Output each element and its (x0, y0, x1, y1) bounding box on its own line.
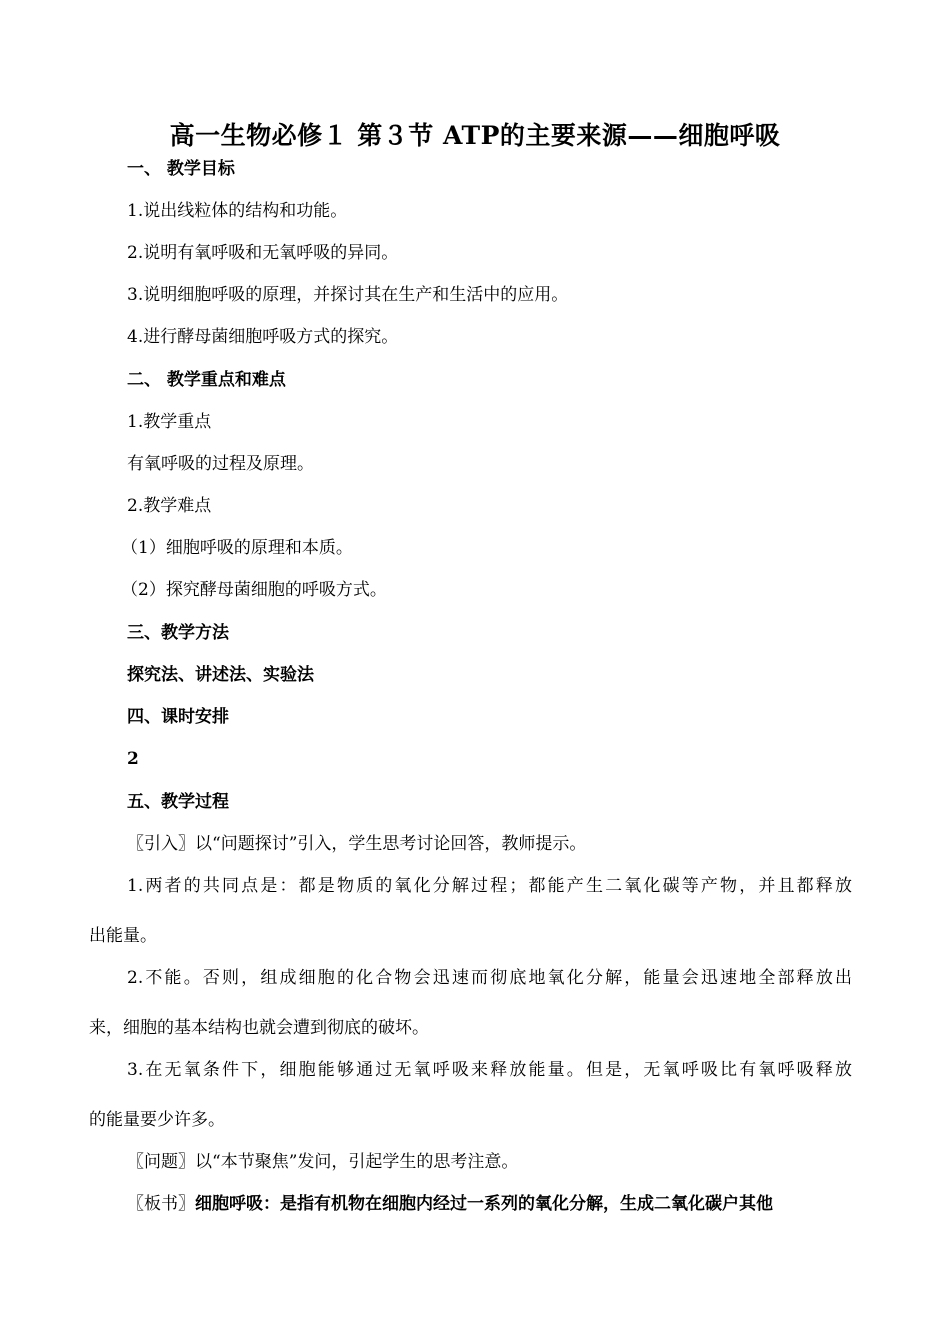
objective-item-3: 3.说明细胞呼吸的原理，并探讨其在生产和生活中的应用。 (127, 285, 569, 305)
difficult-point-label: 2.教学难点 (127, 496, 212, 516)
objective-item-4: 4.进行酵母菌细胞呼吸方式的探究。 (127, 327, 399, 347)
section-4-heading: 四、课时安排 (127, 707, 229, 727)
answer-1-line-1: 1.两者的共同点是：都是物质的氧化分解过程；都能产生二氧化碳等产物，并且都释放 (127, 876, 852, 896)
difficult-point-item-2: （2）探究酵母菌细胞的呼吸方式。 (121, 580, 387, 600)
difficult-point-item-1: （1）细胞呼吸的原理和本质。 (121, 538, 353, 558)
question-paragraph: 〖问题〗以“本节聚焦”发问，引起学生的思考注意。 (127, 1152, 519, 1172)
answer-1-line-2: 出能量。 (89, 926, 157, 946)
document-title: 高一生物必修１ 第３节 ATP的主要来源——细胞呼吸 (169, 121, 781, 150)
board-definition: 细胞呼吸：是指有机物在细胞内经过一系列的氧化分解，生成二氧化碳户其他 (195, 1194, 773, 1214)
answer-2-line-2: 来，细胞的基本结构也就会遭到彻底的破坏。 (89, 1018, 429, 1038)
answer-3-line-2: 的能量要少许多。 (89, 1110, 225, 1130)
class-hours-value: 2 (127, 749, 139, 769)
section-5-heading: 五、教学过程 (127, 792, 229, 812)
section-1-heading: 一、 教学目标 (127, 159, 235, 179)
objective-item-1: 1.说出线粒体的结构和功能。 (127, 201, 348, 221)
board-tag: 〖板书〗 (127, 1194, 195, 1214)
section-2-heading: 二、 教学重点和难点 (127, 370, 286, 390)
key-point-text: 有氧呼吸的过程及原理。 (127, 454, 314, 474)
teaching-methods-text: 探究法、讲述法、实验法 (127, 665, 314, 685)
objective-item-2: 2.说明有氧呼吸和无氧呼吸的异同。 (127, 243, 399, 263)
section-3-heading: 三、教学方法 (127, 623, 229, 643)
answer-3-line-1: 3.在无氧条件下，细胞能够通过无氧呼吸来释放能量。但是，无氧呼吸比有氧呼吸释放 (127, 1060, 852, 1080)
key-point-label: 1.教学重点 (127, 412, 212, 432)
board-note (127, 1191, 773, 1217)
intro-paragraph: 〖引入〗以“问题探讨”引入，学生思考讨论回答，教师提示。 (127, 834, 587, 854)
answer-2-line-1: 2.不能。否则，组成细胞的化合物会迅速而彻底地氧化分解，能量会迅速地全部释放出 (127, 968, 852, 988)
